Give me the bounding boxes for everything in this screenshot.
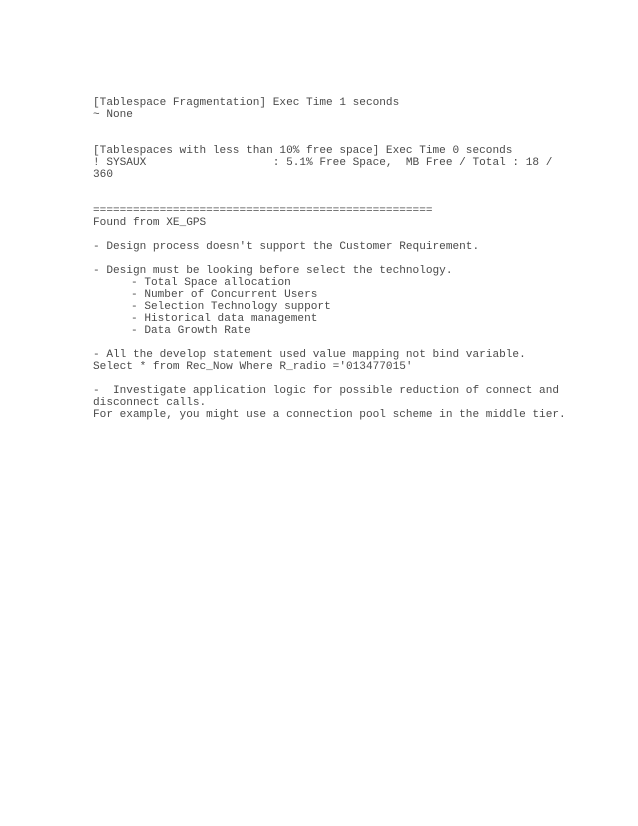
freespace-header: [Tablespaces with less than 10% free space] Exec Time 0 seconds bbox=[93, 145, 513, 157]
finding-3: - All the develop statement used value mapping not bind variable. bbox=[93, 349, 526, 361]
finding-4-wrap: disconnect calls. bbox=[93, 397, 207, 409]
finding-4-example: For example, you might use a connection pool scheme in the middle tier. bbox=[93, 409, 566, 421]
spacer bbox=[93, 337, 563, 349]
found-from-line: Found from XE_GPS bbox=[93, 217, 207, 229]
finding-1: - Design process doesn't support the Customer Requirement. bbox=[93, 241, 480, 253]
spacer bbox=[93, 373, 563, 385]
separator-line: =================================================== bbox=[93, 205, 433, 217]
spacer bbox=[93, 121, 563, 145]
report-text bbox=[93, 97, 566, 421]
finding-2-item: - Historical data management bbox=[131, 313, 318, 325]
finding-4: - Investigate application logic for possible reduction of connect and bbox=[93, 385, 560, 397]
spacer bbox=[93, 181, 563, 205]
freespace-row-wrap: 360 bbox=[93, 169, 113, 181]
finding-3-sql: Select * from Rec_Now Where R_radio ='013477015' bbox=[93, 361, 413, 373]
fragmentation-header: [Tablespace Fragmentation] Exec Time 1 seconds bbox=[93, 97, 400, 109]
finding-2-item: - Data Growth Rate bbox=[131, 325, 251, 337]
finding-2-item: - Total Space allocation bbox=[131, 277, 291, 289]
spacer bbox=[93, 253, 563, 265]
finding-2-item: - Number of Concurrent Users bbox=[131, 289, 318, 301]
spacer bbox=[93, 229, 563, 241]
fragmentation-result: ~ None bbox=[93, 109, 133, 121]
freespace-row: ! SYSAUX : 5.1% Free Space, MB Free / Total : 18 / bbox=[93, 157, 553, 169]
finding-2-item: - Selection Technology support bbox=[131, 301, 331, 313]
finding-2: - Design must be looking before select the technology. bbox=[93, 265, 453, 277]
